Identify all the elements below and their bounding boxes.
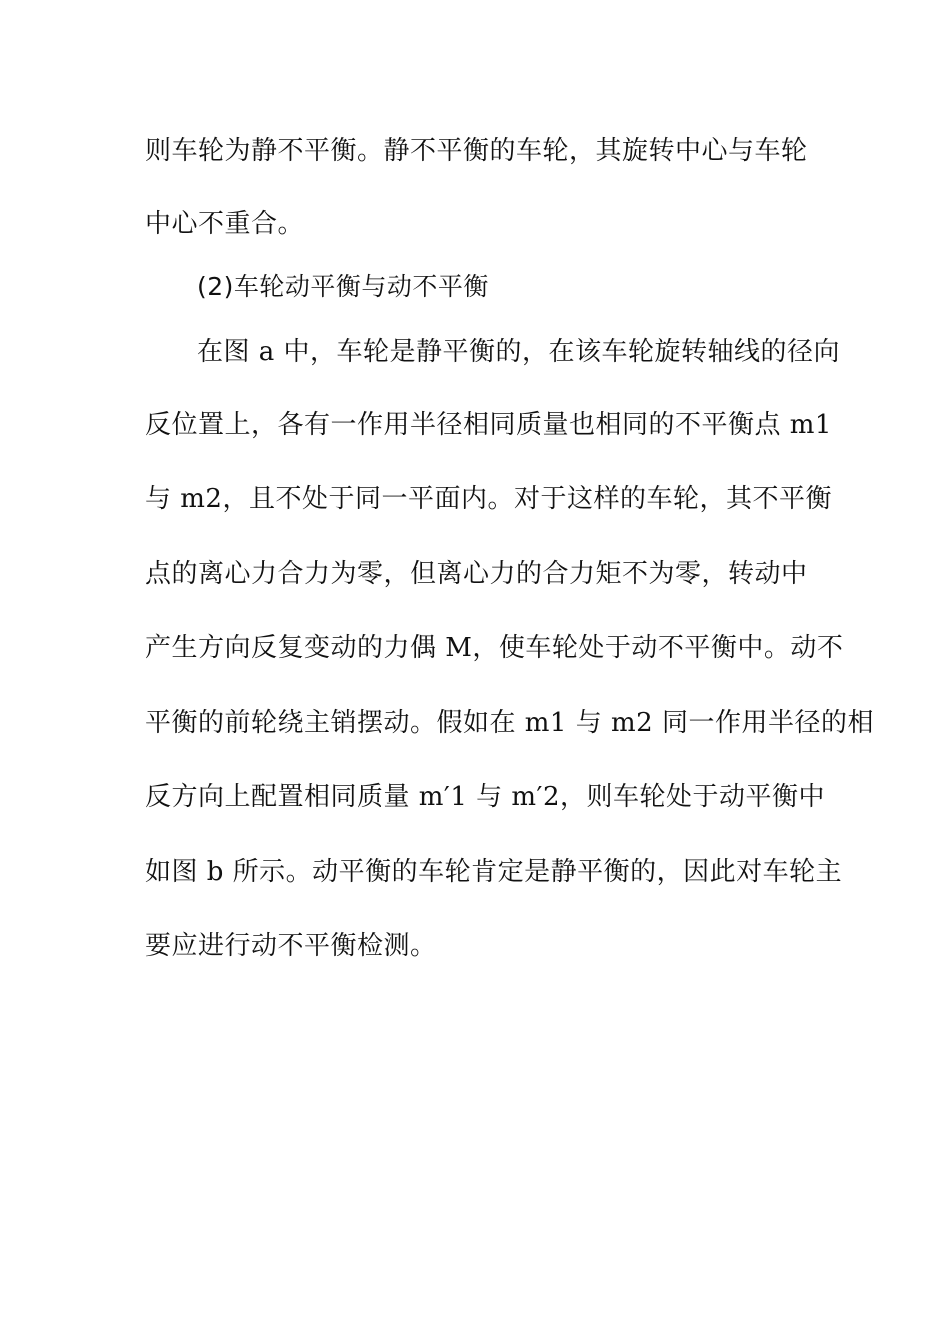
- paragraph-line: 与 m2，且不处于同一平面内。对于这样的车轮，其不平衡: [145, 484, 832, 514]
- paragraph-line: 平衡的前轮绕主销摆动。假如在 m1 与 m2 同一作用半径的相: [145, 708, 874, 738]
- paragraph-line: 在图 a 中，车轮是静平衡的，在该车轮旋转轴线的径向: [197, 337, 841, 367]
- paragraph-line: 产生方向反复变动的力偶 M，使车轮处于动不平衡中。动不: [145, 633, 844, 663]
- paragraph-line: 反位置上，各有一作用半径相同质量也相同的不平衡点 m1: [145, 410, 832, 440]
- paragraph-line: 中心不重合。: [145, 209, 305, 239]
- paragraph-line: 要应进行动不平衡检测。: [145, 931, 437, 961]
- paragraph-line: 反方向上配置相同质量 m′1 与 m′2，则车轮处于动平衡中: [145, 782, 825, 812]
- section-heading: (2)车轮动平衡与动不平衡: [197, 272, 489, 301]
- paragraph-line: 如图 b 所示。动平衡的车轮肯定是静平衡的，因此对车轮主: [145, 857, 843, 887]
- paragraph-line: 点的离心力合力为零，但离心力的合力矩不为零，转动中: [145, 559, 808, 589]
- paragraph-line: 则车轮为静不平衡。静不平衡的车轮，其旋转中心与车轮: [145, 136, 808, 166]
